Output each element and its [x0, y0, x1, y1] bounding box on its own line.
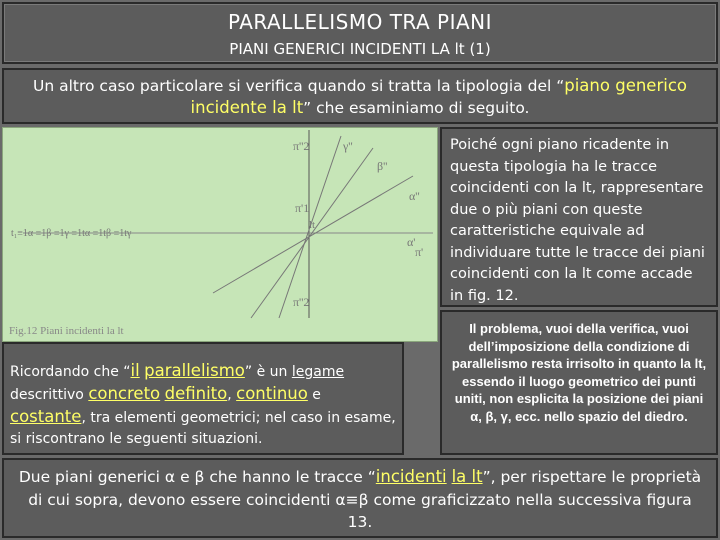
- alpha-trace-line: [213, 176, 416, 293]
- page-subtitle: PIANI GENERICI INCIDENTI LA lt (1): [229, 40, 491, 58]
- left-text-p4: e: [307, 387, 321, 403]
- label-beta: β'': [377, 159, 388, 173]
- left-text-p1: Ricordando che “: [10, 364, 131, 380]
- figure-equation: t₁≡1α ≡1β ≡1γ ≡1tα ≡1tβ ≡1tγ: [11, 228, 132, 239]
- left-text-comma1: ,: [227, 387, 237, 403]
- intro-part2: ” che esaminiamo di seguito.: [303, 99, 530, 117]
- page-title: PARALLELISMO TRA PIANI: [227, 10, 493, 34]
- intro-part1: Un altro caso particolare si verifica quando si tratta la tipologia del “: [33, 77, 565, 95]
- figure-12: [2, 127, 438, 342]
- label-alpha: α'': [409, 189, 420, 203]
- bottom-panel: [2, 458, 718, 538]
- label-pi1: π'1: [295, 201, 310, 215]
- left-text-panel: [2, 342, 404, 455]
- left-text: [10, 360, 396, 450]
- left-text-p3: descrittivo: [10, 387, 89, 403]
- left-text-il: il: [130, 361, 140, 380]
- label-gamma: γ'': [343, 139, 353, 153]
- bottom-p1: Due piani generici α e β che hanno le tracce “: [18, 468, 376, 486]
- left-text-p5: , tra elementi geometrici; nel caso in esame, si riscontrano le seguenti situazioni.: [10, 410, 396, 447]
- label-pi-lower: π': [415, 245, 424, 259]
- bottom-la-lt: la lt: [451, 467, 483, 486]
- figure-diagram: [3, 128, 437, 341]
- left-text-p2: ” è un: [244, 364, 292, 380]
- label-pi2-lower: π''2: [293, 295, 310, 309]
- bottom-p2: ”, per rispettare le proprietà di cui sopra, devono essere coincidenti α≡β come graficizzato nella successiva figura 13.: [28, 468, 702, 531]
- bottom-incidenti: incidenti: [375, 467, 447, 486]
- label-alpha-lower: α': [407, 235, 416, 249]
- left-text-definito: definito: [164, 384, 228, 403]
- label-lt: lt: [309, 219, 316, 231]
- title-panel: [2, 2, 718, 64]
- right-text: Poiché ogni piano ricadente in questa tipologia ha le tracce coincidenti con la lt, rappresentare due o più piani con queste caratteristiche equivale ad individuare tutte le tracce dei piani coincidenti con la lt come accade in fig. 12.: [450, 137, 705, 304]
- right-text2-panel: [440, 310, 718, 455]
- figure-caption: Fig.12 Piani incidenti la lt: [9, 325, 124, 337]
- left-text-parallelismo: parallelismo: [144, 361, 245, 380]
- bottom-text: [14, 466, 706, 534]
- left-text-costante: costante: [10, 407, 82, 426]
- right-text2: Il problema, vuoi della verifica, vuoi dell’imposizione della condizione di parallelismo resta irrisolto in quanto la lt, essendo il luogo geometrico dei punti uniti, non esplicita la posizione dei piani α, β, γ, ecc. nello spazio del diedro.: [451, 321, 707, 424]
- label-pi2-upper: π''2: [293, 139, 310, 153]
- right-text-panel: [440, 127, 718, 307]
- intro-highlight: piano generico incidente la lt: [190, 76, 687, 117]
- intro-panel: [2, 68, 718, 124]
- left-text-legame: legame: [291, 364, 345, 380]
- intro-text: [14, 75, 706, 119]
- left-text-concreto: concreto: [88, 384, 161, 403]
- left-text-continuo: continuo: [236, 384, 308, 403]
